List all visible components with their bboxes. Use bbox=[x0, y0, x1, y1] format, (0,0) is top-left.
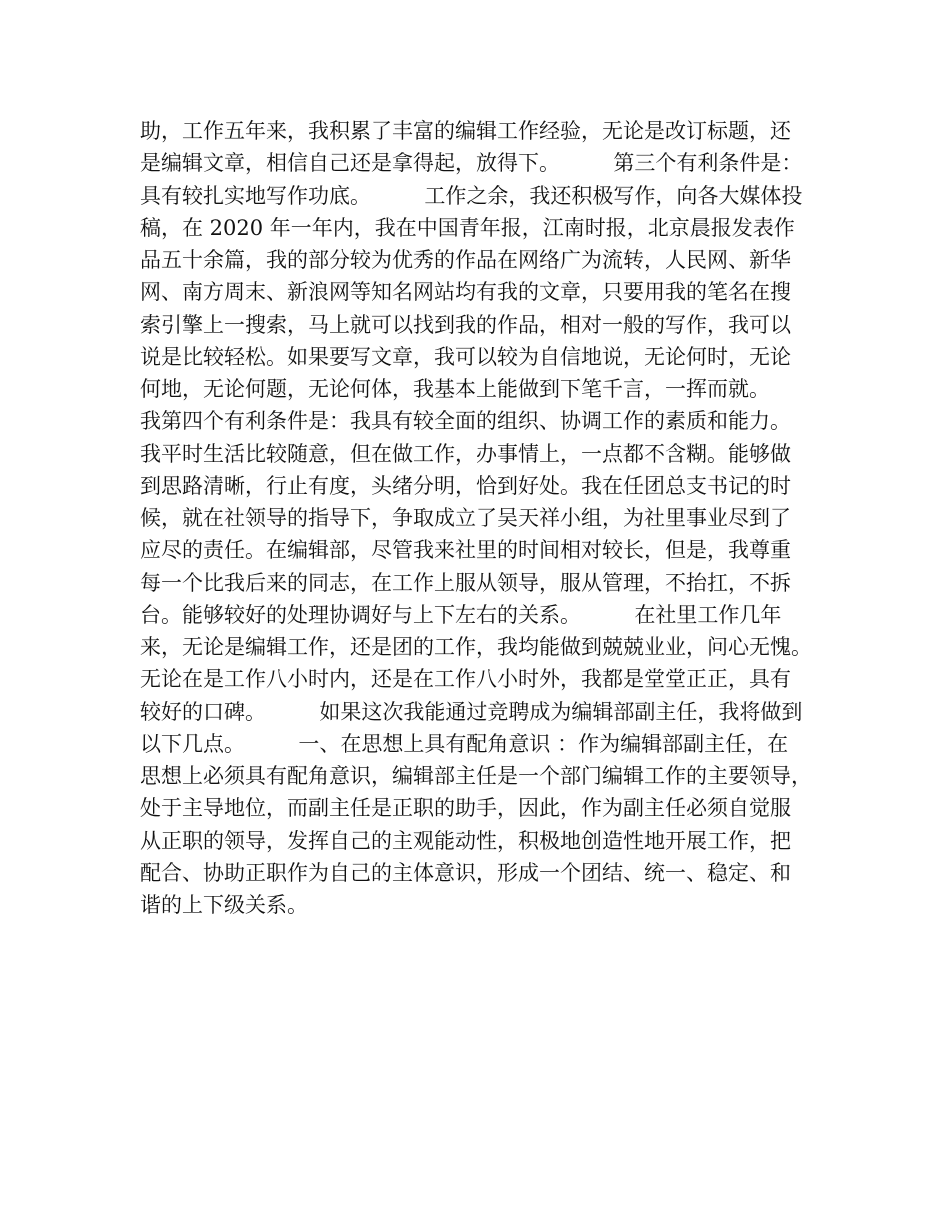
text-line: 品五十余篇，我的部分较为优秀的作品在网络广为流转，人民网、新华 bbox=[140, 248, 791, 272]
text-line: 说是比较轻松。如果要写文章，我可以较为自信地说，无论何时，无论 bbox=[140, 344, 791, 369]
text-line: 助，工作五年来，我积累了丰富的编辑工作经验，无论是改订标题，还 bbox=[140, 119, 791, 143]
text-line: 思想上必须具有配角意识，编辑部主任是一个部门编辑工作的主要领导， bbox=[140, 764, 812, 788]
text-line: 台。能够较好的处理协调好与上下左右的关系。 在社里工作几年 bbox=[140, 602, 782, 627]
text-line: 稿，在 2020 年一年内，我在中国青年报，江南时报，北京晨报发表作 bbox=[140, 215, 795, 240]
text-line: 配合、协助正职作为自己的主体意识，形成一个团结、统一、稳定、和 bbox=[140, 860, 791, 885]
text-line: 较好的口碑。 如果这次我能通过竞聘成为编辑部副主任，我将做到 bbox=[140, 699, 803, 724]
text-line: 处于主导地位，而副主任是正职的助手，因此，作为副主任必须自觉服 bbox=[140, 796, 791, 821]
text-line: 何地，无论何题，无论何体，我基本上能做到下笔千言，一挥而就。 bbox=[140, 377, 770, 401]
text-line: 我平时生活比较随意，但在做工作，办事情上，一点都不含糊。能够做 bbox=[140, 441, 791, 466]
text-line: 我第四个有利条件是：我具有较全面的组织、协调工作的素质和能力。 bbox=[140, 409, 791, 434]
text-line: 从正职的领导，发挥自己的主观能动性，积极地创造性地开展工作，把 bbox=[140, 828, 791, 853]
text-line: 具有较扎实地写作功底。 工作之余，我还积极写作，向各大媒体投 bbox=[140, 183, 803, 208]
text-line: 来，无论是编辑工作，还是团的工作，我均能做到兢兢业业，问心无愧。 bbox=[140, 635, 812, 659]
text-line: 到思路清晰，行止有度，头绪分明，恰到好处。我在任团总支书记的时 bbox=[140, 473, 791, 498]
text-line: 每一个比我后来的同志，在工作上服从领导，服从管理，不抬扛，不拆 bbox=[140, 570, 791, 595]
text-line: 以下几点。 一、在思想上具有配角意识 ：作为编辑部副主任，在 bbox=[140, 731, 789, 756]
text-line: 网、南方周末、新浪网等知名网站均有我的文章，只要用我的笔名在搜 bbox=[140, 280, 791, 305]
text-line: 候，就在社领导的指导下，争取成立了吴天祥小组，为社里事业尽到了 bbox=[140, 506, 791, 530]
text-line: 谐的上下级关系。 bbox=[140, 893, 308, 917]
text-line: 应尽的责任。在编辑部，尽管我来社里的时间相对较长，但是，我尊重 bbox=[140, 538, 791, 563]
document-body bbox=[140, 115, 830, 921]
text-line: 是编辑文章，相信自己还是拿得起，放得下。 第三个有利条件是： bbox=[140, 151, 803, 176]
text-line: 索引擎上一搜索，马上就可以找到我的作品，相对一般的写作，我可以 bbox=[140, 312, 791, 337]
text-line: 无论在是工作八小时内，还是在工作八小时外，我都是堂堂正正，具有 bbox=[140, 667, 791, 692]
